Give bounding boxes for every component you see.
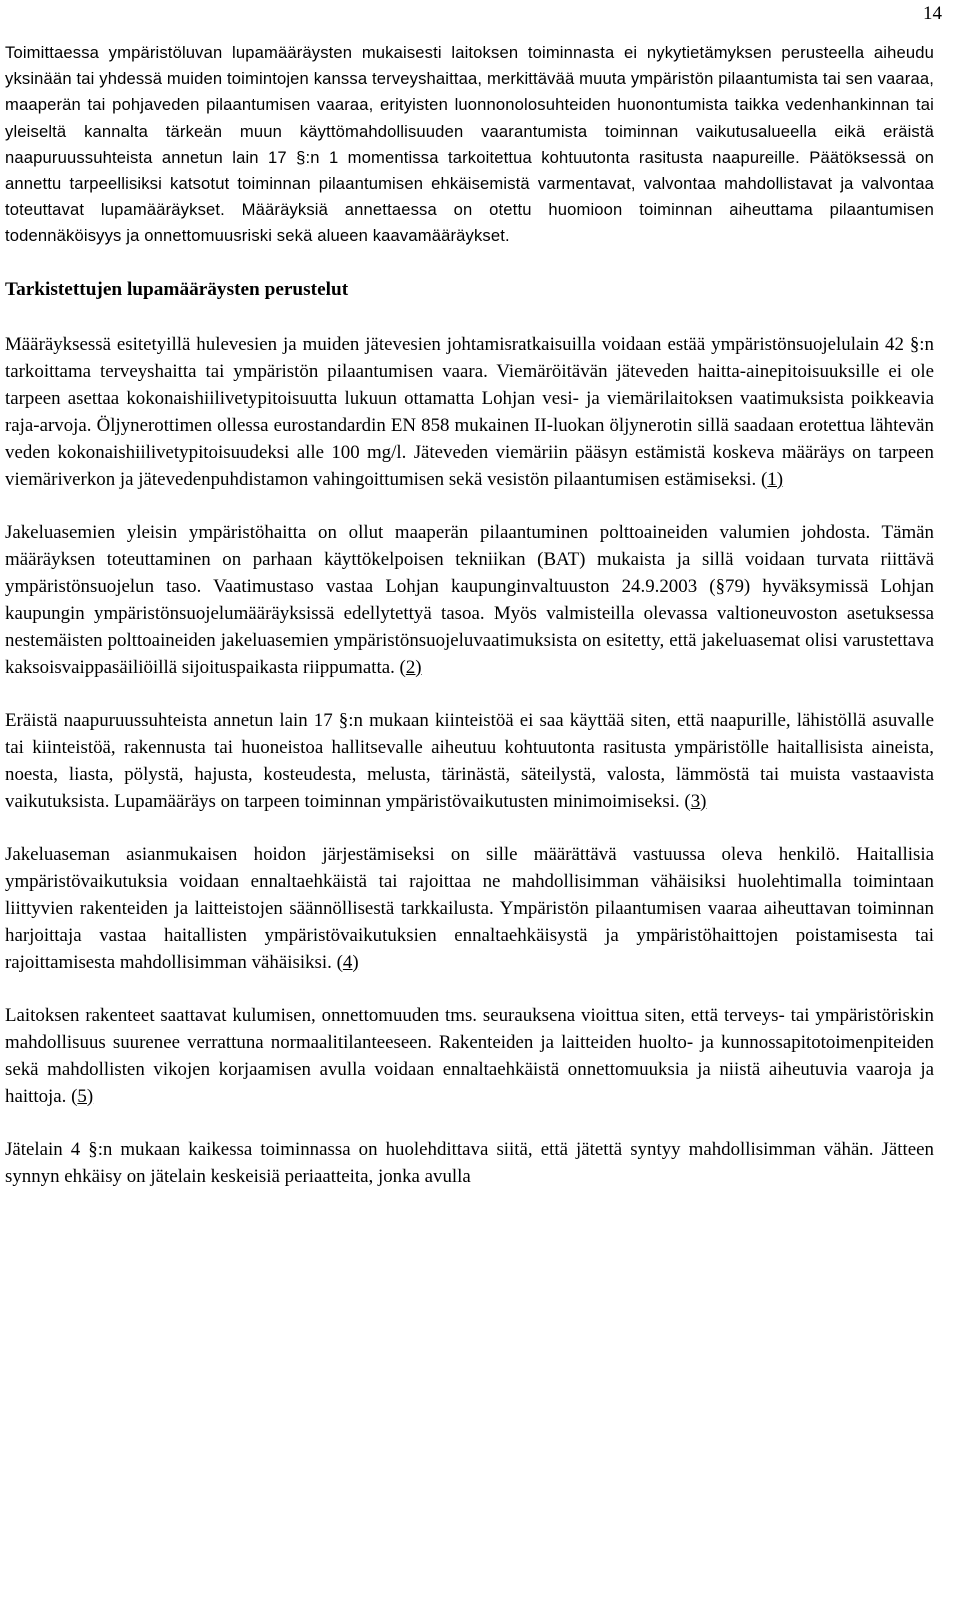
- footnote-ref-2[interactable]: 2): [405, 656, 422, 678]
- paragraph-3-text: Eräistä naapuruussuhteista annetun lain 17 §:n mukaan kiinteistöä ei saa käyttää siten, että naapurille, lähistöllä asuvalle tai kiinteistöä, rakennusta tai huoneistoa hallitsevalle aiheutuu kohtuutonta rasitusta ympäristölle haitallisista aineista, noesta, liasta, pölystä, hajusta, kosteudesta, melusta, tärinästä, säteilystä, valosta, lämmöstä tai muista vastaavista vaikutuksista. Lupamääräys on tarpeen toiminnan ympäristövaikutusten minimoimiseksi. (: [5, 709, 934, 812]
- page-number: 14: [923, 3, 942, 24]
- paragraph-6: Jätelain 4 §:n mukaan kaikessa toiminnassa on huolehdittava siitä, että jätettä syntyy mahdollisimman vähän. Jätteen synnyn ehkäisy on jätelain keskeisiä periaatteita, jonka avulla: [5, 1138, 934, 1187]
- footnote-ref-5[interactable]: 5): [77, 1085, 94, 1107]
- paragraph-2: [5, 519, 934, 681]
- footnote-ref-4[interactable]: 4): [342, 951, 359, 973]
- paragraph-3: [5, 707, 934, 815]
- paragraph-4: [5, 841, 934, 976]
- section-heading: Tarkistettujen lupamääräysten perustelut: [5, 278, 349, 300]
- paragraph-1: [5, 331, 934, 493]
- footnote-ref-1[interactable]: 1): [767, 468, 784, 490]
- intro-paragraph: Toimittaessa ympäristöluvan lupamääräysten mukaisesti laitoksen toiminnasta ei nykytietämyksen perusteella aiheudu yksinään tai yhdessä muiden toimintojen kanssa terveyshaittaa, merkittävää muuta ympäristön pilaantumista tai sen vaaraa, maaperän tai pohjaveden pilaantumisen vaaraa, erityisten luonnonolosuhteiden huonontumista taikka vedenhankinnan tai yleiseltä kannalta tärkeän muun käyttömahdollisuuden vaarantumista toiminnan vaikutusalueella eikä eräistä naapuruussuhteista annetun lain 17 §:n 1 momentissa tarkoitettua kohtuutonta rasitusta naapureille. Päätöksessä on annettu tarpeellisiksi katsotut toiminnan pilaantumisen ehkäisemistä varmentavat, valvontaa mahdollistavat ja valvontaa toteuttavat lupamääräykset. Määräyksiä annettaessa on otettu huomioon toiminnan aiheuttama pilaantumisen todennäköisyys ja onnettomuusriski sekä alueen kaavamääräykset.: [5, 43, 934, 246]
- paragraph-2-text: Jakeluasemien yleisin ympäristöhaitta on ollut maaperän pilaantuminen polttoaineiden valumien johdosta. Tämän määräyksen toteuttaminen on parhaan käyttökelpoisen tekniikan (BAT) mukaista ja sillä voidaan turvata riittävä ympäristönsuojelun taso. Vaatimustaso vastaa Lohjan kaupunginvaltuuston 24.9.2003 (§79) hyväksymissä Lohjan kaupungin ympäristönsuojelumääräyksissä edellytettyä tasoa. Myös valmisteilla olevassa valtioneuvoston asetuksessa nestemäisten polttoaineiden jakeluasemien ympäristönsuojeluvaatimuksista on esitetty, että jakeluasemat olisi varustettava kaksoisvaippasäiliöillä sijoituspaikasta riippumatta. (: [5, 521, 934, 678]
- document-body: [5, 40, 934, 1190]
- paragraph-5: [5, 1002, 934, 1110]
- paragraph-5-text: Laitoksen rakenteet saattavat kulumisen, onnettomuuden tms. seurauksena vioittua siten, että terveys- tai ympäristöriskin mahdollisuus suurenee verrattuna normaalitilanteeseen. Rakenteiden ja laitteiden huolto- ja kunnossapitotoimenpiteiden sekä mahdollisten vikojen korjaamisen avulla voidaan ennaltaehkäistä onnettomuuksia ja niistä aiheutuvia vaaroja ja haittoja. (: [5, 1004, 934, 1107]
- paragraph-1-text: Määräyksessä esitetyillä hulevesien ja muiden jätevesien johtamisratkaisuilla voidaan estää ympäristönsuojelulain 42 §:n tarkoittama terveyshaitta tai ympäristön pilaantumisen vaara. Viemäröitävän jäteveden haitta-ainepitoisuuksille ei ole tarpeen asettaa kokonaishiilivetypitoisuutta lukuun ottamatta Lohjan vesi- ja viemärilaitoksen vaatimuksista poikkeavia raja-arvoja. Öljynerottimen ollessa eurostandardin EN 858 mukainen II-luokan öljynerotin sillä saadaan erotettua lähtevän veden kokonaishiilivetypitoisuudeksi alle 100 mg/l. Jäteveden viemäriin pääsyn estämistä koskeva määräys on tarpeen viemäriverkon ja jätevedenpuhdistamon vahingoittumisen sekä vesistön pilaantumisen estämiseksi. (: [5, 333, 934, 490]
- footnote-ref-3[interactable]: 3): [690, 790, 707, 812]
- paragraph-4-text: Jakeluaseman asianmukaisen hoidon järjestämiseksi on sille määrättävä vastuussa oleva henkilö. Haitallisia ympäristövaikutuksia voidaan ennaltaehkäistä tai rajoittaa ne mahdollisimman vähäisiksi huolehtimalla toimintaan liittyvien rakenteiden ja laitteistojen säännöllisestä tarkkailusta. Ympäristön pilaantumisen vaaraa aiheuttavan toiminnan harjoittaja vastaa haitallisten ympäristövaikutuksien ennaltaehkäisystä ja ympäristöhaittojen poistamisesta tai rajoittamisesta mahdollisimman vähäisiksi. (: [5, 843, 934, 973]
